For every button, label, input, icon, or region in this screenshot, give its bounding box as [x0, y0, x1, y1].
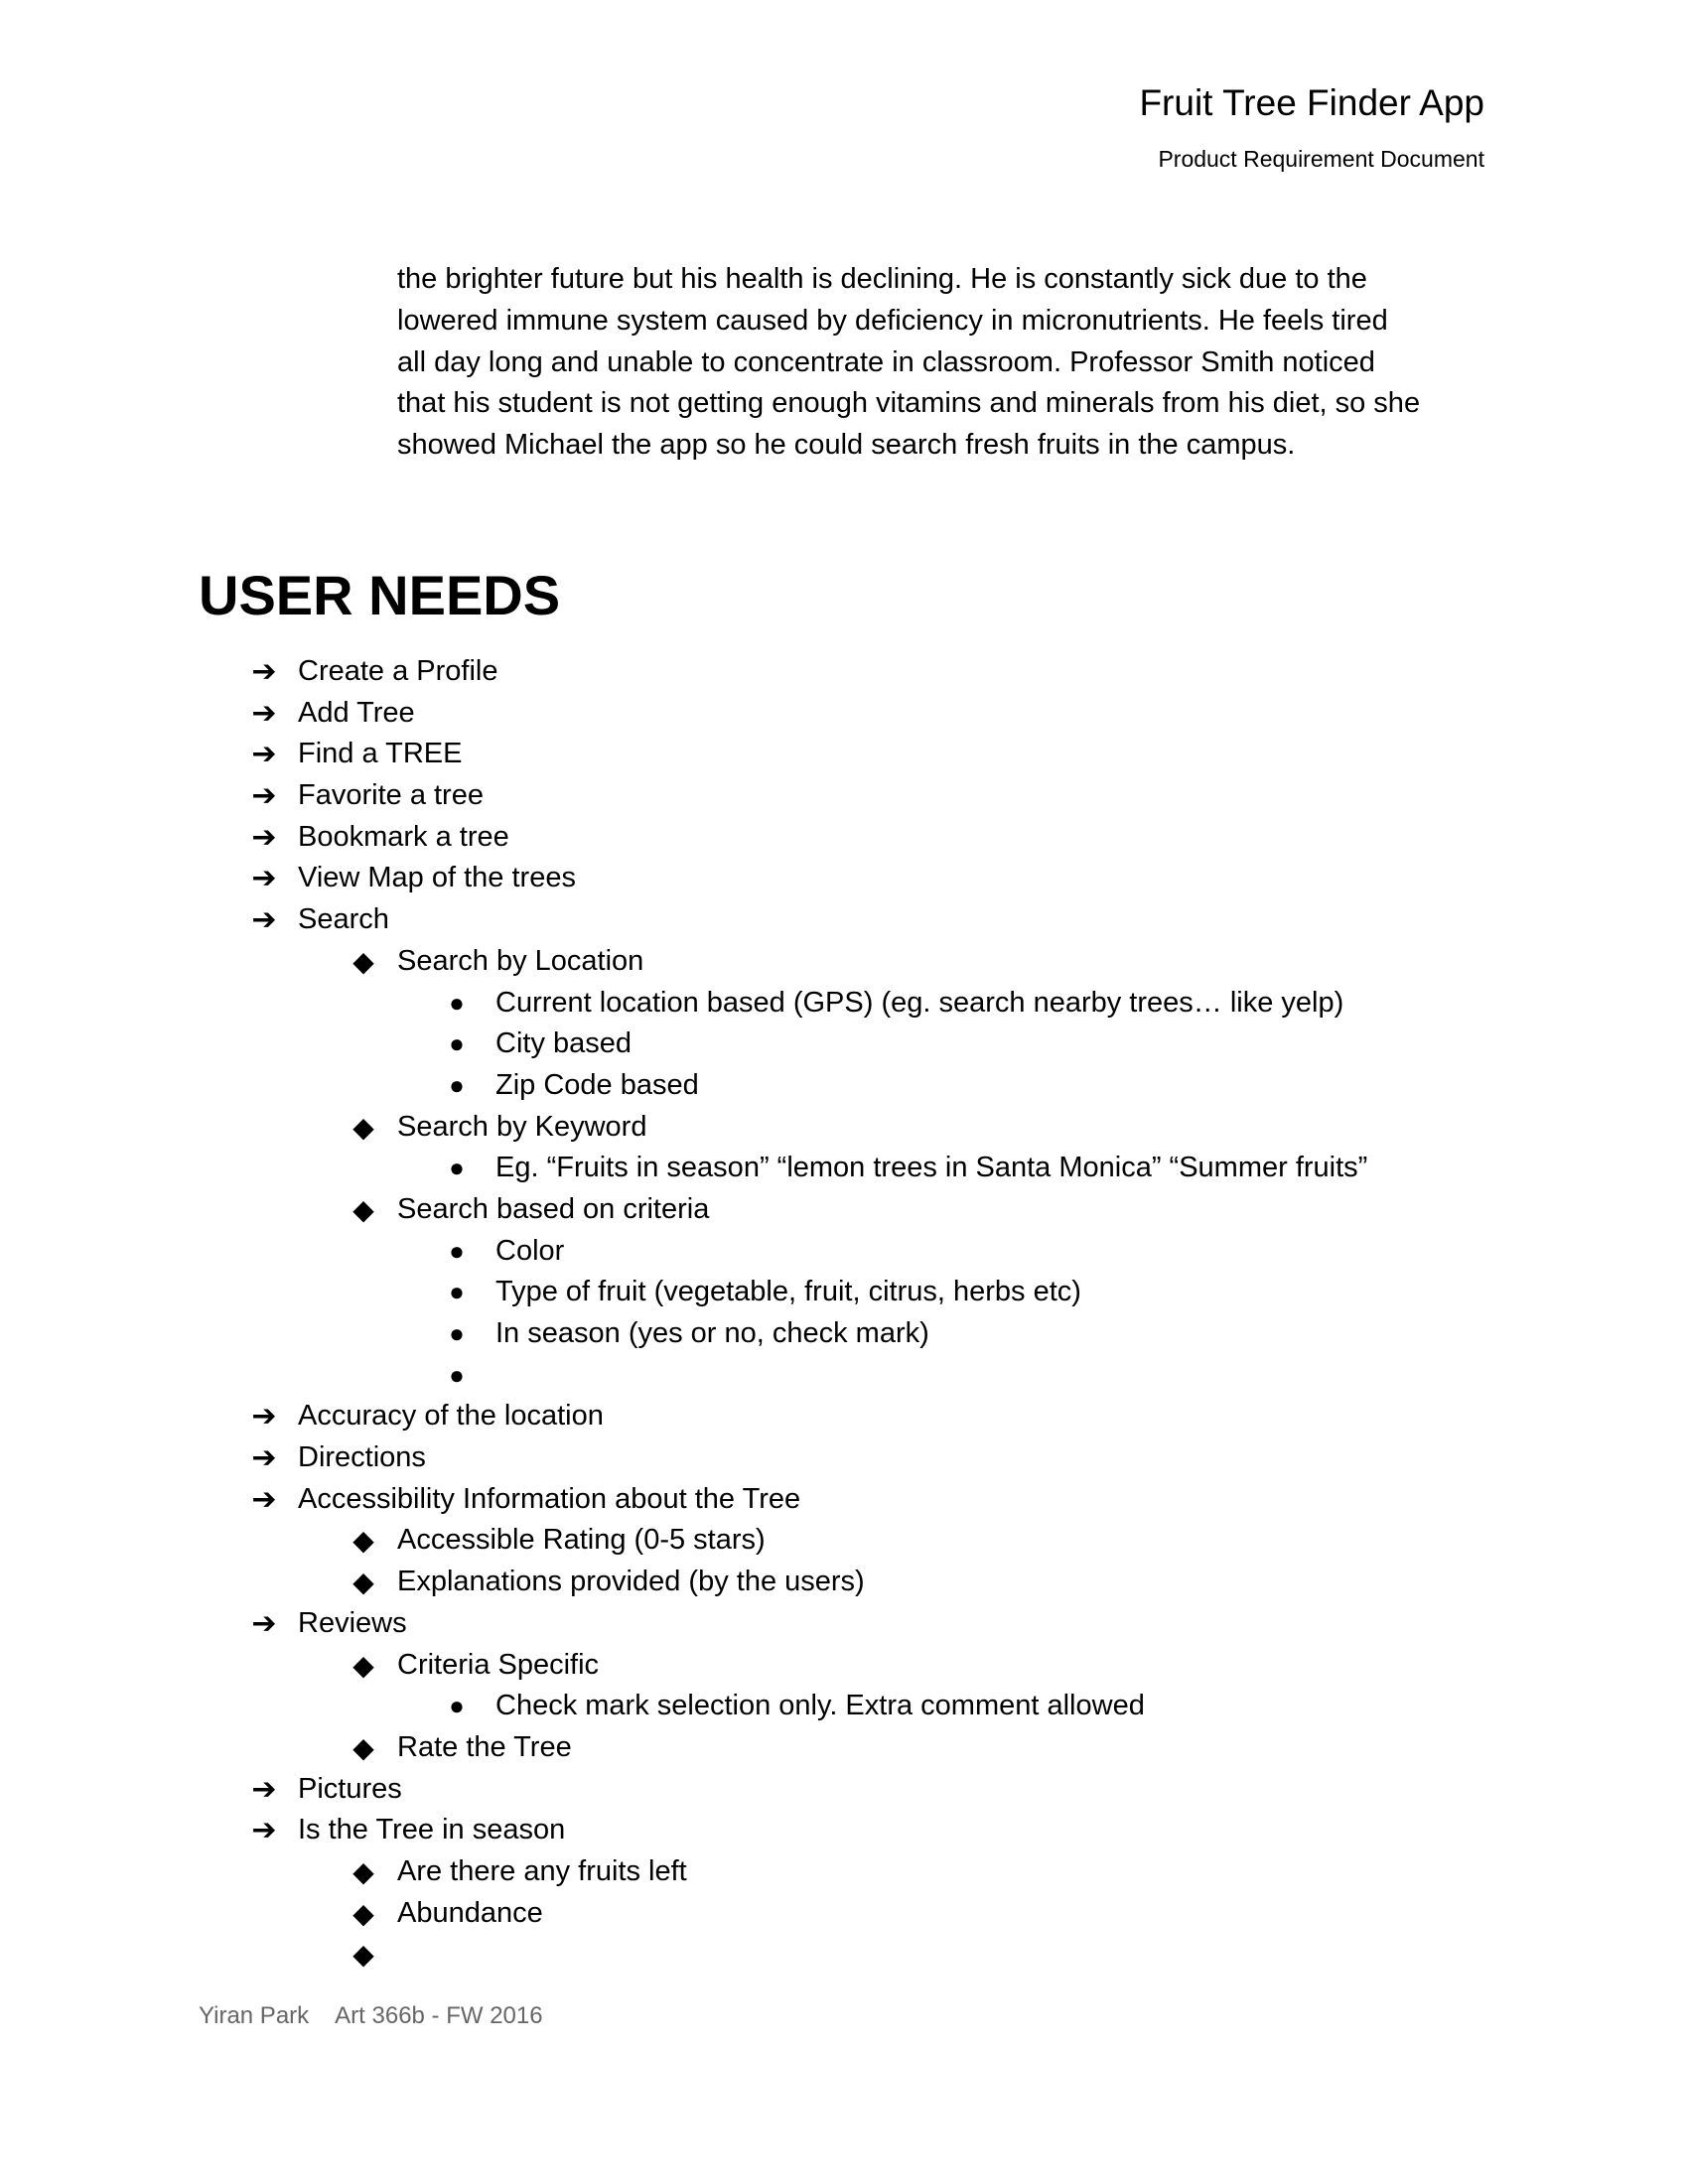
list-item-label: Search	[298, 903, 389, 936]
list-item-label: Add Tree	[298, 696, 415, 729]
list-item-label: Eg. “Fruits in season” “lemon trees in Santa Monica” “Summer fruits”	[495, 1152, 1368, 1184]
list-item-label: Zip Code based	[495, 1068, 699, 1101]
dot-bullet-icon: ●	[449, 1028, 465, 1059]
dot-bullet-icon: ●	[449, 1359, 465, 1390]
list-item-label: City based	[495, 1027, 633, 1060]
intro-paragraph	[397, 259, 1519, 467]
list-item-label: Rate the Tree	[397, 1730, 572, 1763]
dot-bullet-icon: ●	[449, 1235, 465, 1266]
diamond-bullet-icon: ◆	[352, 1731, 374, 1763]
dot-bullet-icon: ●	[449, 1277, 465, 1307]
arrow-bullet-icon: ➔	[251, 1606, 277, 1640]
arrow-bullet-icon: ➔	[251, 1772, 277, 1806]
dot-bullet-icon: ●	[449, 1069, 465, 1100]
arrow-bullet-icon: ➔	[251, 1814, 277, 1847]
list-item-label: Type of fruit (vegetable, fruit, citrus, herbs etc)	[495, 1276, 1081, 1308]
list-item-label: Pictures	[298, 1772, 402, 1805]
diamond-bullet-icon: ◆	[352, 1111, 374, 1143]
diamond-bullet-icon: ◆	[352, 1939, 374, 1971]
dot-bullet-icon: ●	[449, 987, 465, 1018]
intro-line: the brighter future but his health is declining. He is constantly sick due to the	[397, 263, 1367, 295]
document-title: Fruit Tree Finder App	[1139, 82, 1484, 123]
dot-bullet-icon: ●	[449, 1153, 465, 1183]
list-item-label: Accessible Rating (0-5 stars)	[397, 1524, 766, 1557]
arrow-bullet-icon: ➔	[251, 903, 277, 937]
list-item-label: Criteria Specific	[397, 1648, 600, 1681]
arrow-bullet-icon: ➔	[251, 779, 277, 813]
list-item-label: Accessibility Information about the Tree	[298, 1482, 801, 1515]
arrow-bullet-icon: ➔	[251, 1441, 277, 1475]
arrow-bullet-icon: ➔	[251, 1400, 277, 1433]
list-item-label: Reviews	[298, 1606, 407, 1639]
page-footer	[199, 2000, 543, 2032]
list-item-label: Color	[495, 1234, 565, 1267]
list-item-label: Is the Tree in season	[298, 1814, 566, 1846]
list-item-label: Create a Profile	[298, 655, 498, 687]
list-item-label: Find a TREE	[298, 738, 463, 770]
list-item-label: Favorite a tree	[298, 779, 484, 812]
intro-line: all day long and unable to concentrate in classroom. Professor Smith noticed	[397, 345, 1375, 378]
dot-bullet-icon: ●	[449, 1318, 465, 1348]
diamond-bullet-icon: ◆	[352, 1193, 374, 1225]
list-item-label: In season (yes or no, check mark)	[495, 1317, 929, 1349]
arrow-bullet-icon: ➔	[251, 696, 277, 730]
diamond-bullet-icon: ◆	[352, 1649, 374, 1681]
list-item-label: Bookmark a tree	[298, 820, 509, 853]
diamond-bullet-icon: ◆	[352, 1525, 374, 1557]
diamond-bullet-icon: ◆	[352, 1897, 374, 1929]
intro-line: showed Michael the app so he could search fresh fruits in the campus.	[397, 429, 1296, 462]
diamond-bullet-icon: ◆	[352, 945, 374, 977]
diamond-bullet-icon: ◆	[352, 1567, 374, 1598]
list-item-label: Check mark selection only. Extra comment allowed	[495, 1690, 1145, 1722]
list-item-label: Explanations provided (by the users)	[397, 1566, 865, 1598]
list-item-label: Current location based (GPS) (eg. search nearby trees… like yelp)	[495, 986, 1344, 1019]
document-subtitle: Product Requirement Document	[1158, 146, 1484, 172]
list-item-label: Are there any fruits left	[397, 1854, 687, 1887]
arrow-bullet-icon: ➔	[251, 655, 277, 688]
arrow-bullet-icon: ➔	[251, 862, 277, 895]
list-item-label: Search by Location	[397, 944, 644, 977]
intro-line: that his student is not getting enough vitamins and minerals from his diet, so she	[397, 387, 1421, 420]
list-item-label: Search by Keyword	[397, 1110, 647, 1143]
list-item-label: Accuracy of the location	[298, 1400, 604, 1433]
dot-bullet-icon: ●	[449, 1691, 465, 1721]
list-item-label: Search based on criteria	[397, 1192, 710, 1225]
intro-line: lowered immune system caused by deficiency in micronutrients. He feels tired	[397, 304, 1388, 337]
list-item-label: Abundance	[397, 1896, 543, 1929]
list-item-label: Directions	[298, 1441, 426, 1474]
footer-course: Art 366b - FW 2016	[335, 2002, 543, 2029]
section-heading: USER NEEDS	[199, 564, 561, 626]
arrow-bullet-icon: ➔	[251, 1482, 277, 1516]
diamond-bullet-icon: ◆	[352, 1855, 374, 1887]
footer-author: Yiran Park	[199, 2002, 310, 2029]
arrow-bullet-icon: ➔	[251, 820, 277, 854]
arrow-bullet-icon: ➔	[251, 738, 277, 771]
list-item-label: View Map of the trees	[298, 862, 576, 894]
